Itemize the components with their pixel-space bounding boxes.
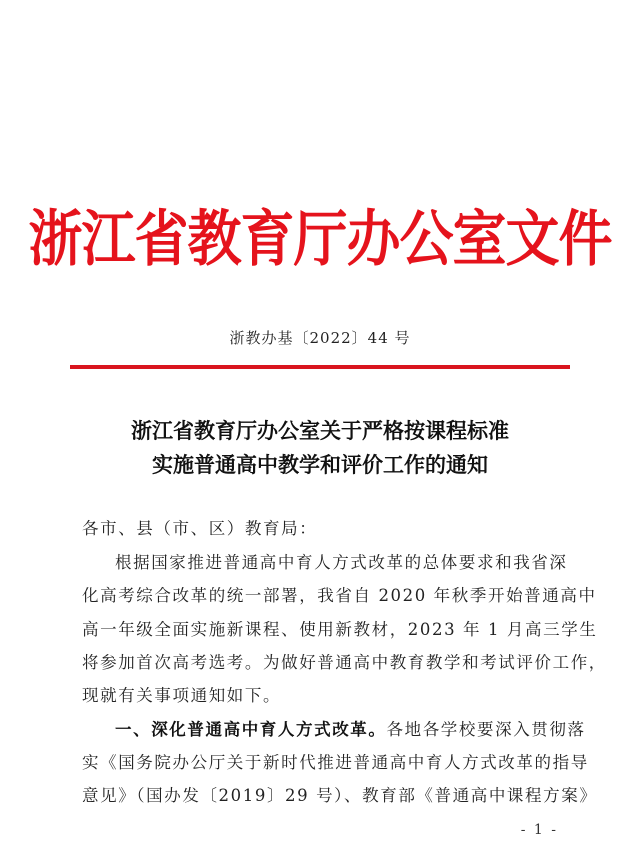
section-1-line-1 xyxy=(115,720,586,740)
document-header-title: 浙江省教育厅办公室文件 xyxy=(28,202,612,274)
notice-title-line-2: 实施普通高中教学和评价工作的通知 xyxy=(152,452,488,477)
red-divider-line xyxy=(70,365,570,369)
paragraph-1-line-2: 化高考综合改革的统一部署，我省自 2020 年秋季开始普通高中 xyxy=(82,586,597,605)
document-number: 浙教办基〔2022〕44 号 xyxy=(229,329,411,347)
paragraph-1-line-1: 根据国家推进普通高中育人方式改革的总体要求和我省深 xyxy=(115,553,568,572)
section-1-line-1-rest: 各地各学校要深入贯彻落 xyxy=(386,720,586,739)
notice-title-line-1: 浙江省教育厅办公室关于严格按课程标准 xyxy=(131,418,509,443)
paragraph-1-line-4: 将参加首次高考选考。为做好普通高中教育教学和考试评价工作， xyxy=(82,653,607,672)
section-1-line-2: 实《国务院办公厅关于新时代推进普通高中育人方式改革的指导 xyxy=(82,753,589,772)
notice-title xyxy=(0,414,640,482)
paragraph-1-line-5: 现就有关事项通知如下。 xyxy=(82,686,282,705)
paragraph-1-line-3: 高一年级全面实施新课程、使用新教材，2023 年 1 月高三学生 xyxy=(82,620,598,639)
page-number: - 1 - xyxy=(520,822,558,838)
section-1-line-3: 意见》（国办发〔2019〕29 号）、教育部《普通高中课程方案》 xyxy=(82,786,598,805)
section-1-heading: 一、深化普通高中育人方式改革。 xyxy=(115,720,387,739)
addressee: 各市、县（市、区）教育局： xyxy=(82,519,318,538)
